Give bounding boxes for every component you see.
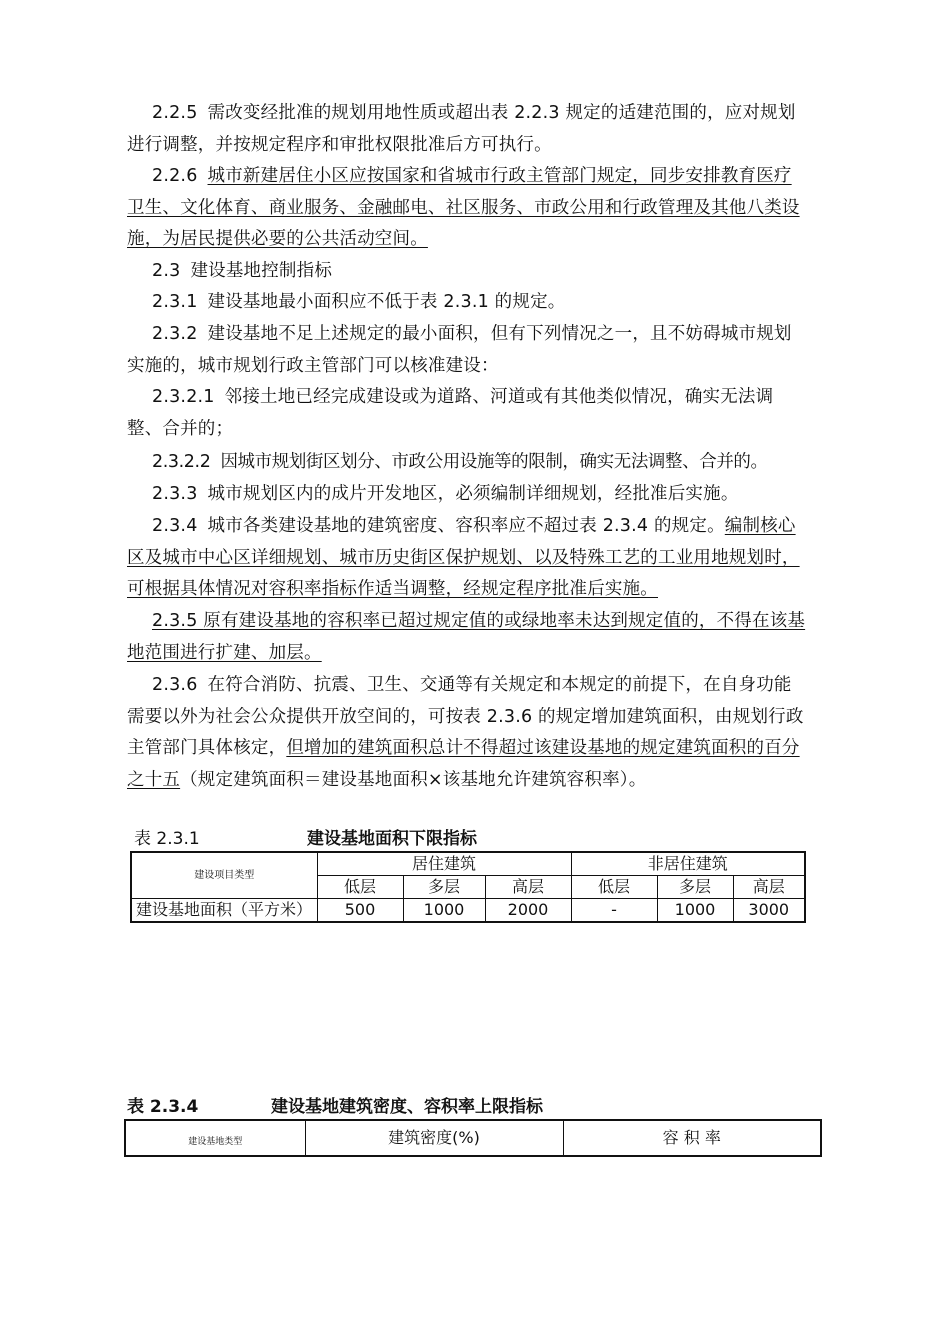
clause-number: 2.3.6 <box>152 675 198 695</box>
table-corner-cell: 建设项目类型 <box>131 852 317 899</box>
clause-text: 在符合消防、抗震、卫生、交通等有关规定和本规定的前提下，在自身功能需要以外为社会公众提供开放空间的，可按表 2.3.6 的规定增加建筑面积，由规划行政主管部门具体核定， <box>127 675 804 758</box>
section-heading-2-3 <box>127 256 807 288</box>
table-2-3-1 <box>130 851 806 923</box>
subheader-cell: 多层 <box>403 876 485 899</box>
clause-text: 城市规划区内的成片开发地区，必须编制详细规划，经批准后实施。 <box>207 484 739 504</box>
table-row <box>131 899 805 923</box>
table-header-row <box>131 852 805 876</box>
clause-text: 建设基地最小面积应不低于表 2.3.1 的规定。 <box>207 292 566 312</box>
subheader-cell: 多层 <box>657 876 733 899</box>
clause-text: 城市各类建设基地的建筑密度、容积率应不超过表 2.3.4 的规定。 <box>207 516 725 536</box>
paragraph-2-3-2-1 <box>127 382 807 445</box>
clause-number: 2.3.5 <box>152 611 198 631</box>
column-header-density: 建筑密度(%) <box>305 1120 563 1156</box>
subheader-cell: 低层 <box>571 876 657 899</box>
paragraph-2-3-2-2 <box>127 447 807 479</box>
clause-text: 因城市规划街区划分、市政公用设施等的限制，确实无法调整、合并的。 <box>220 452 768 472</box>
clause-number: 2.2.5 <box>152 103 198 123</box>
clause-text-underlined: 编制核心区及城市中心区详细规划、城市历史街区保护规划、以及特殊工艺的工业用地规划时，可根据具体情况对容积率指标作适当调整，经规定程序批准后实施。 <box>127 516 800 599</box>
table-corner-cell: 建设基地类型 <box>125 1120 305 1156</box>
subheader-cell: 低层 <box>317 876 403 899</box>
table-2-3-4 <box>124 1119 822 1157</box>
paragraph-2-3-3 <box>127 479 807 511</box>
value-cell: 2000 <box>485 899 571 923</box>
paragraph-2-3-1 <box>127 287 807 319</box>
paragraph-2-3-5 <box>127 606 807 669</box>
clause-text-tail: （规定建筑面积＝建设基地面积×该基地允许建筑容积率）。 <box>180 769 647 790</box>
clause-text-underlined: 但增加的建筑面积总计不得超过该建设基地的规定建筑面积的百分之十五 <box>127 738 800 790</box>
table-2-3-4-label: 表 2.3.4 <box>127 1097 199 1117</box>
subheader-cell: 高层 <box>733 876 805 899</box>
value-cell: - <box>571 899 657 923</box>
paragraph-2-3-6 <box>127 670 807 796</box>
value-cell: 1000 <box>403 899 485 923</box>
clause-text: 邻接土地已经完成建设或为道路、河道或有其他类似情况，确实无法调整、合并的； <box>127 387 774 439</box>
clause-number: 2.2.6 <box>152 166 198 186</box>
paragraph-2-2-6 <box>127 161 807 256</box>
clause-text-underlined: 原有建设基地的容积率已超过规定值的或绿地率未达到规定值的，不得在该基地范围进行扩建、加层。 <box>127 611 806 663</box>
clause-number: 2.3 <box>152 261 181 281</box>
clause-text: 建设基地不足上述规定的最小面积，但有下列情况之一，且不妨碍城市规划实施的，城市规划行政主管部门可以核准建设： <box>127 324 792 376</box>
clause-text: 需改变经批准的规划用地性质或超出表 2.2.3 规定的适建范围的，应对规划进行调整，并按规定程序和审批权限批准后方可执行。 <box>127 103 796 155</box>
clause-number: 2.3.4 <box>152 516 198 536</box>
paragraph-2-2-5 <box>127 98 807 161</box>
clause-number: 2.3.2 <box>152 324 198 344</box>
value-cell: 1000 <box>657 899 733 923</box>
group-header-non-residential: 非居住建筑 <box>571 852 805 876</box>
column-header-far: 容 积 率 <box>563 1120 821 1156</box>
paragraph-2-3-2 <box>127 319 807 382</box>
group-header-residential: 居住建筑 <box>317 852 571 876</box>
clause-number: 2.3.1 <box>152 292 198 312</box>
value-cell: 500 <box>317 899 403 923</box>
table-2-3-1-title: 建设基地面积下限指标 <box>307 829 477 849</box>
clause-text-underlined: 城市新建居住小区应按国家和省城市行政主管部门规定，同步安排教育医疗卫生、文化体育、商业服务、金融邮电、社区服务、市政公用和行政管理及其他八类设施，为居民提供必要的公共活动空间。 <box>127 166 800 249</box>
clause-text: 建设基地控制指标 <box>190 261 333 281</box>
table-2-3-4-title: 建设基地建筑密度、容积率上限指标 <box>271 1097 543 1117</box>
clause-number: 2.3.3 <box>152 484 198 504</box>
clause-number: 2.3.2.1 <box>152 387 215 407</box>
value-cell: 3000 <box>733 899 805 923</box>
table-2-3-1-label: 表 2.3.1 <box>134 829 200 849</box>
subheader-cell: 高层 <box>485 876 571 899</box>
clause-number: 2.3.2.2 <box>152 452 211 472</box>
paragraph-2-3-4 <box>127 511 807 606</box>
table-header-row <box>125 1120 821 1156</box>
row-label: 建设基地面积（平方米） <box>131 899 317 923</box>
